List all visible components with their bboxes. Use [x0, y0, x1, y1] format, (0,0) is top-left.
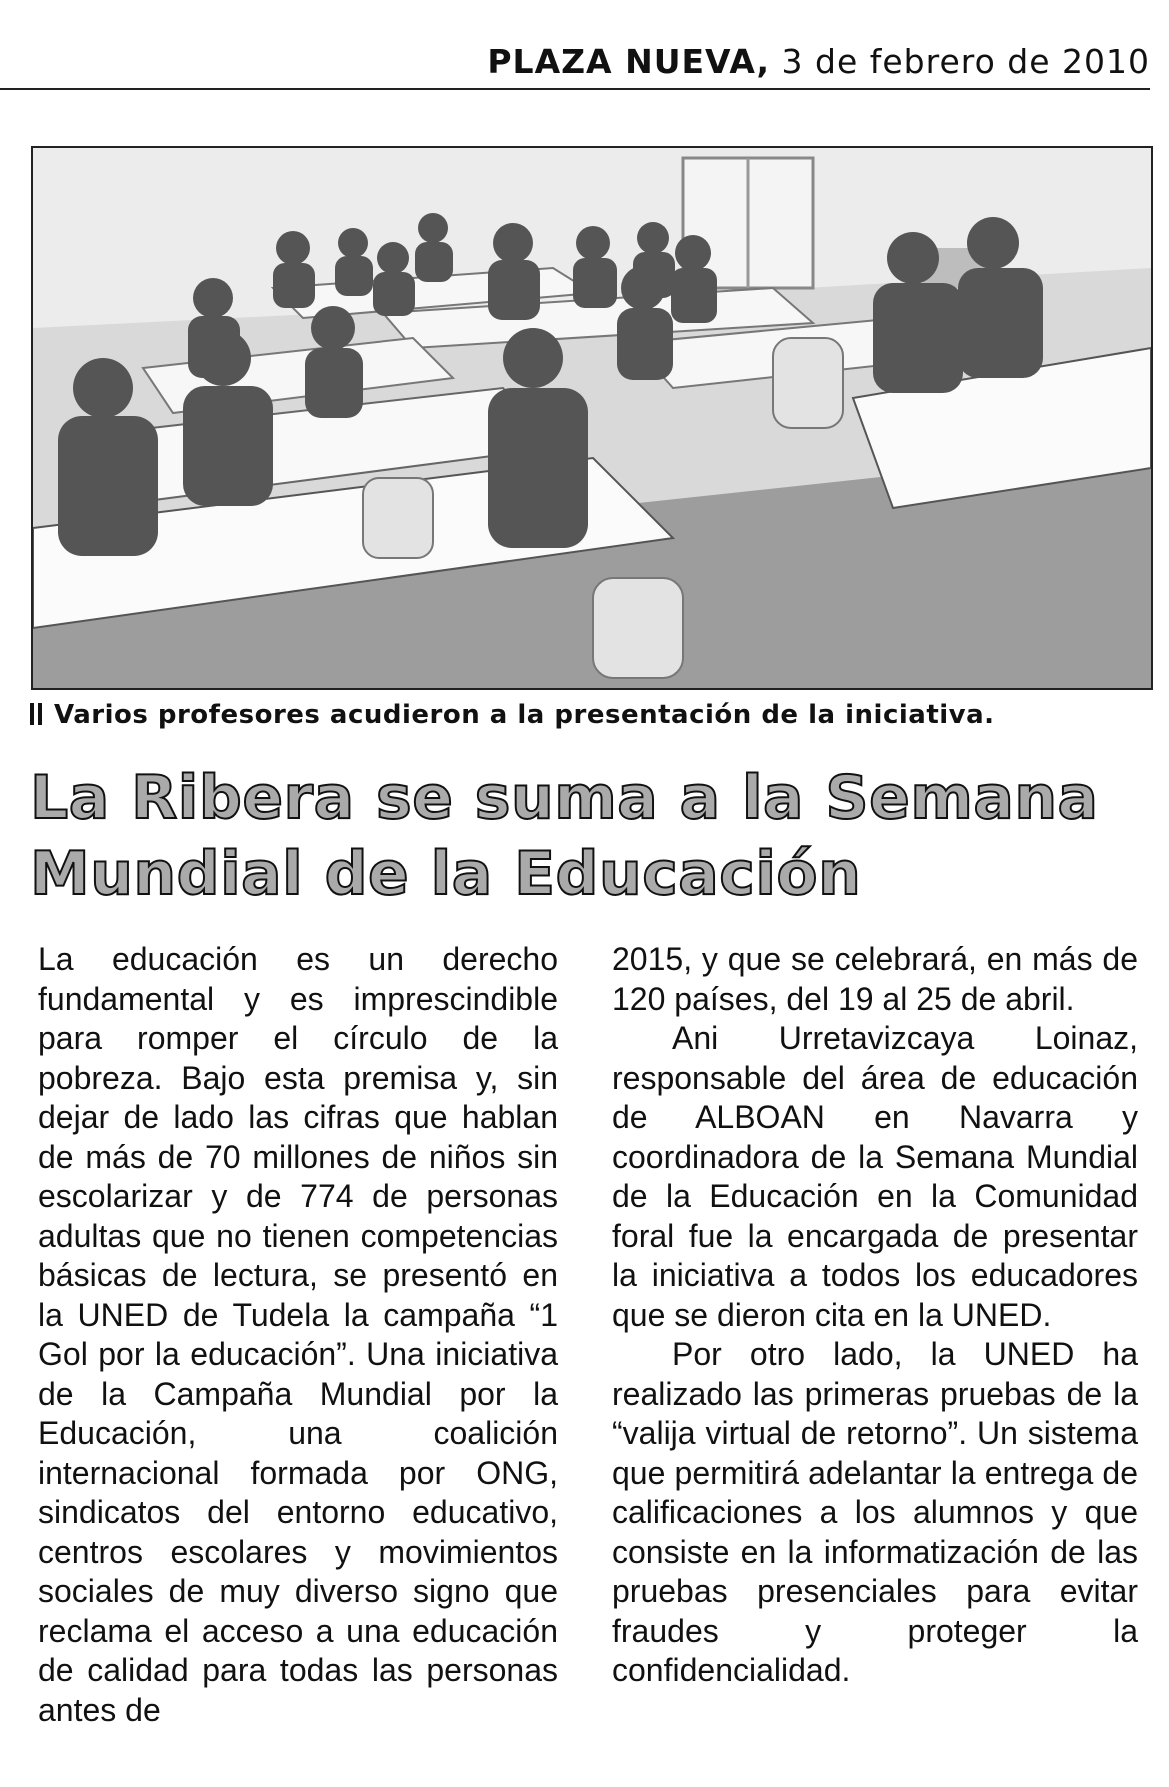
publication-date: 3 de febrero de 2010 [781, 42, 1150, 81]
classroom-photo-icon [33, 148, 1151, 688]
caption-text: Varios profesores acudieron a la presentación de la iniciativa. [54, 700, 995, 730]
article-column-left [38, 940, 558, 1730]
caption-marker-icon [30, 703, 42, 725]
masthead [0, 40, 1150, 90]
photo-caption [30, 700, 1150, 730]
headline-line-2: Mundial de la Educación [30, 839, 862, 909]
article-column-right [612, 940, 1138, 1691]
body-paragraph: La educación es un derecho fundamental y es imprescindible para romper el círculo de la pobreza. Bajo esta premisa y, sin dejar de lado las cifras que hablan de más de 70 millones de niños sin escolarizar y de 774 de personas adultas que no tienen competencias básicas de lectura, se presentó en la UNED de Tudela la campaña “1 Gol por la educación”. Una iniciativa de la Campaña Mundial por la Educación, una coalición internacional formada por ONG, sindicatos del entorno educativo, centros escolares y movimientos sociales de muy diverso signo que reclama el acceso a una educación de calidad para todas las personas antes de [38, 941, 558, 1728]
headline-line-1: La Ribera se suma a la Semana [30, 763, 1099, 833]
body-paragraph: Por otro lado, la UNED ha realizado las primeras pruebas de la “valija virtual de retorno”. Un sistema que permitirá adelantar la entrega de calificaciones a los alumnos y que consiste en la informatización de las pruebas presenciales para evitar fraudes y proteger la confidencialidad. [612, 1336, 1138, 1688]
publication-name: PLAZA NUEVA, [487, 42, 771, 81]
masthead-line [487, 42, 1150, 81]
body-paragraph: Ani Urretavizcaya Loinaz, responsable del área de educación de ALBOAN en Navarra y coordinadora de la Semana Mundial de la Educación en la Comunidad foral fue la encargada de presentar la iniciativa a todos los educadores que se dieron cita en la UNED. [612, 1020, 1138, 1333]
article-headline [30, 760, 1160, 912]
body-paragraph: 2015, y que se celebrará, en más de 120 países, del 19 al 25 de abril. [612, 941, 1138, 1017]
classroom-photo [31, 146, 1153, 690]
